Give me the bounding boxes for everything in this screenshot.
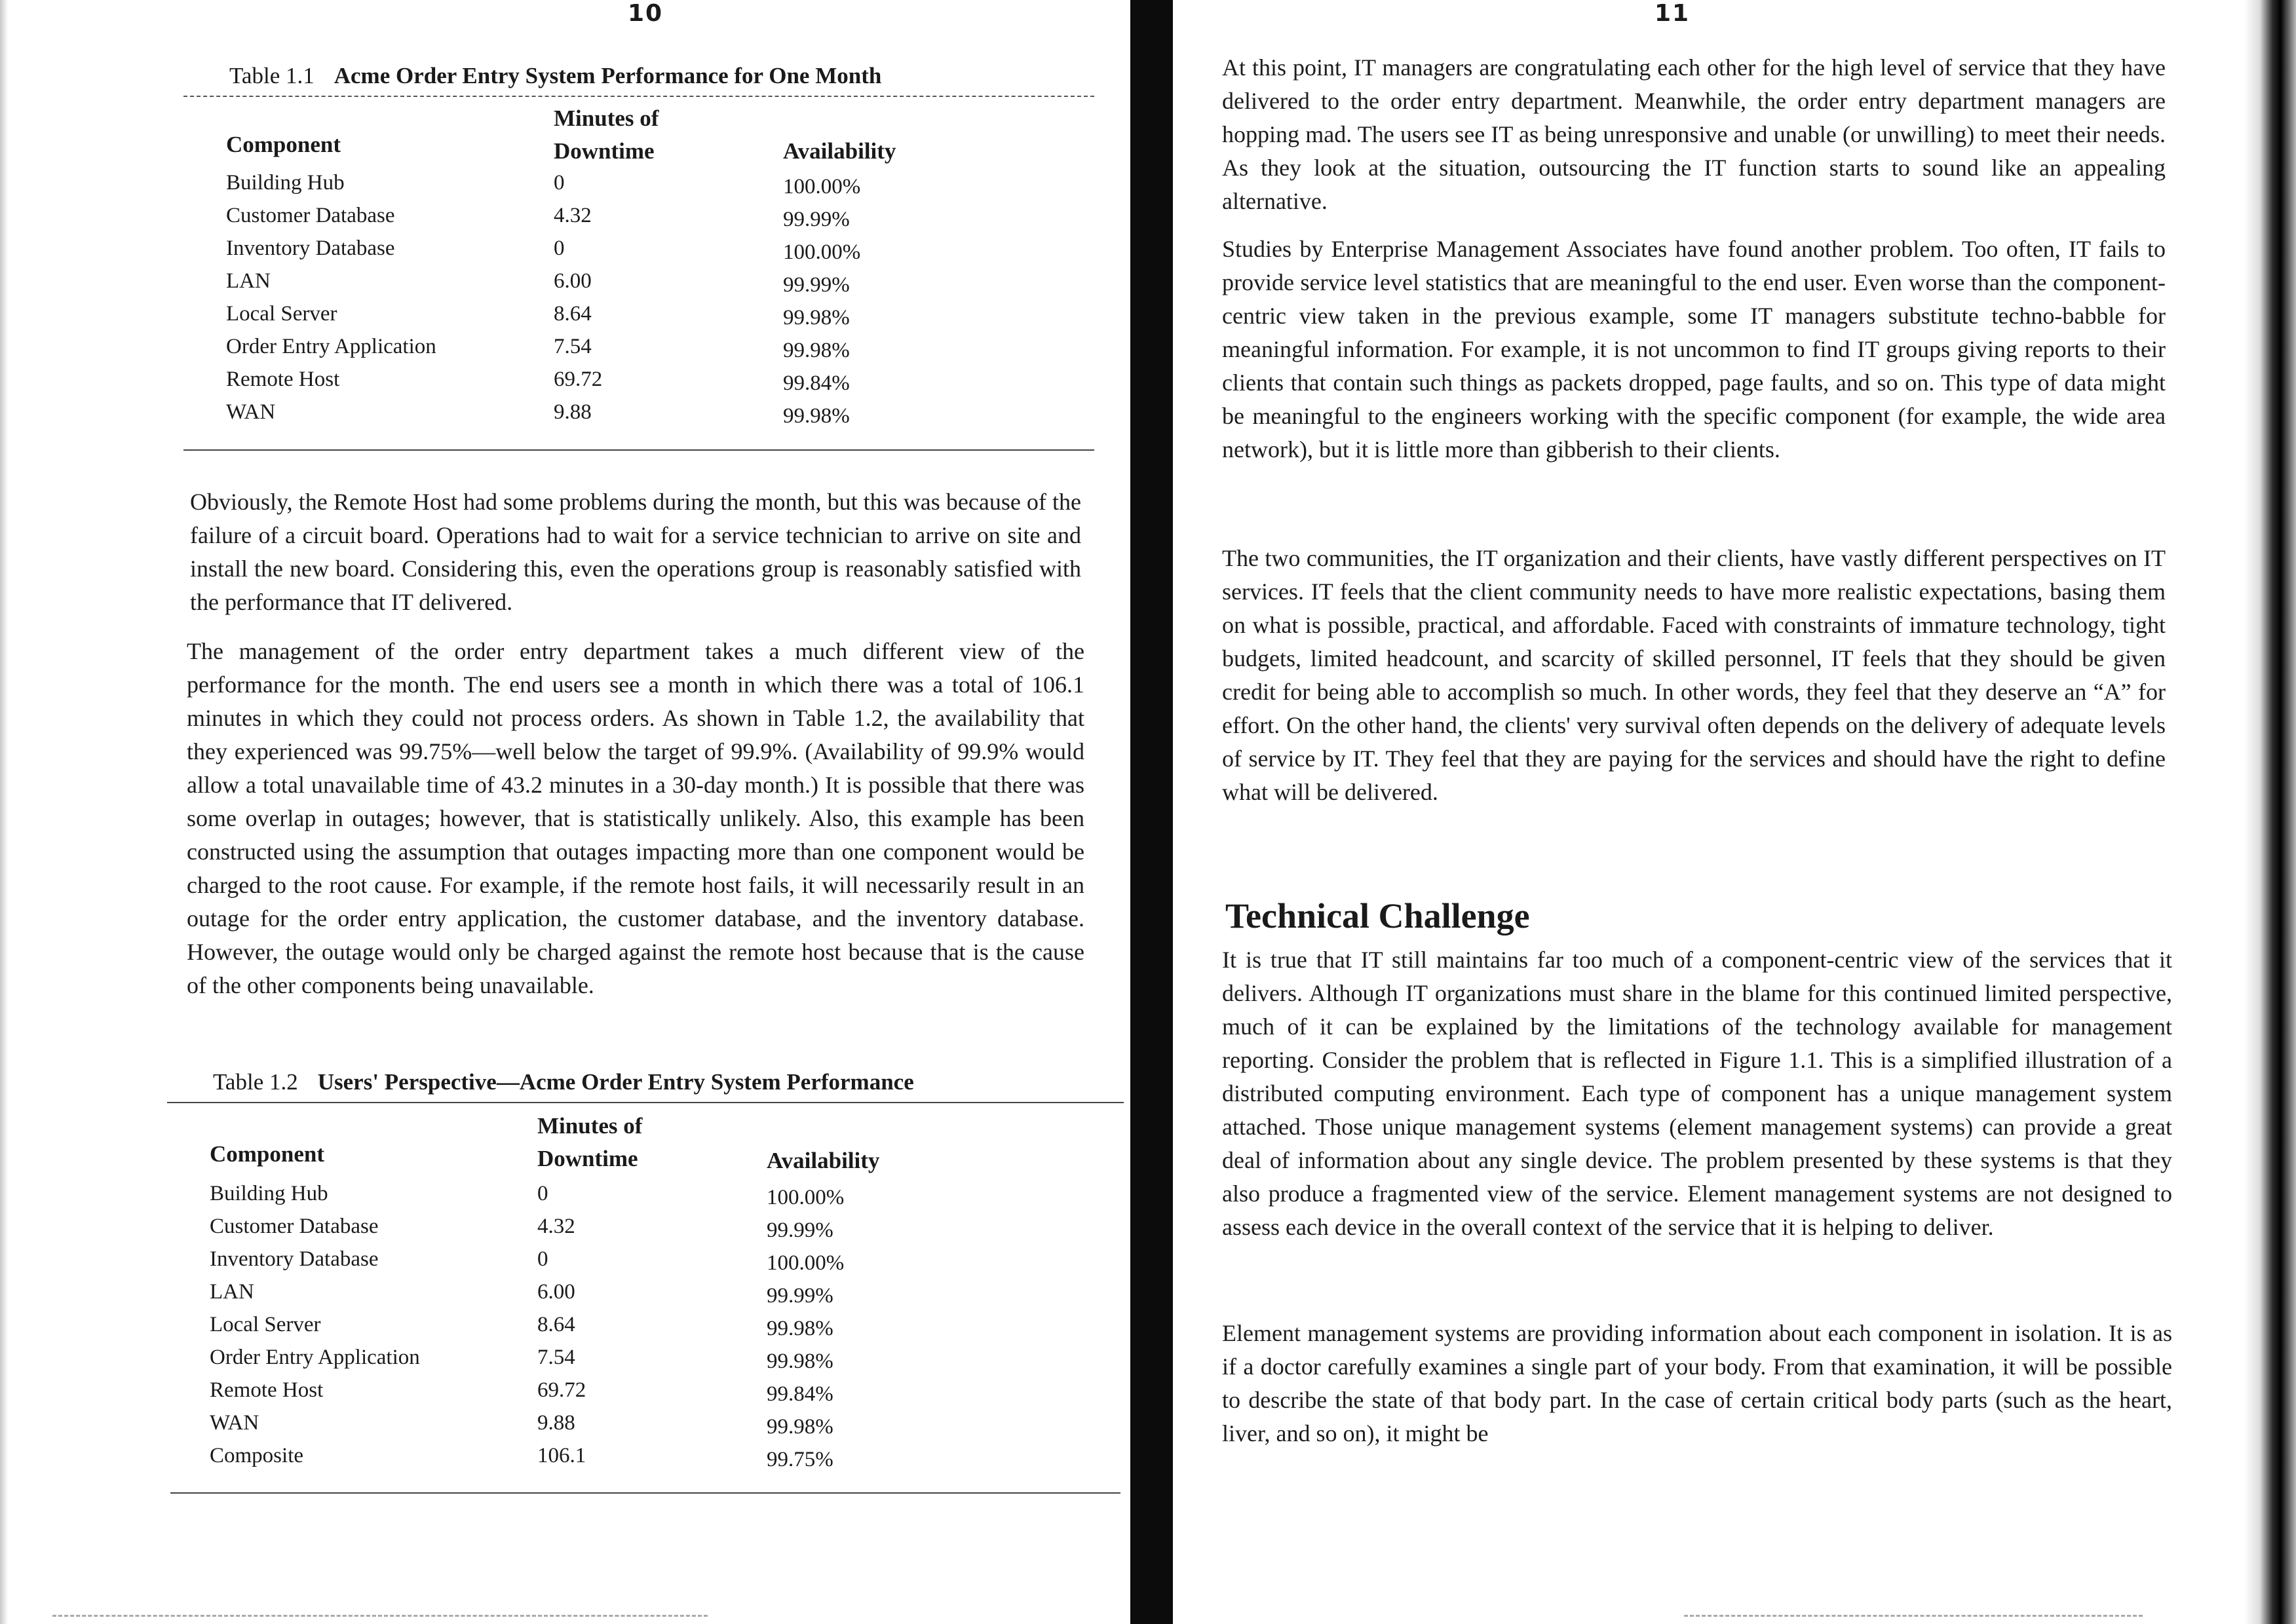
table-row — [226, 236, 1078, 269]
column-header-minutes: Minutes of Downtime — [554, 105, 659, 164]
cell-minutes: 8.64 — [537, 1313, 575, 1336]
table-row — [210, 1247, 1094, 1280]
table-row — [226, 400, 1078, 433]
cell-minutes: 6.00 — [554, 269, 592, 293]
cell-availability: 100.00% — [783, 175, 861, 198]
table-bottom-rule — [183, 449, 1094, 451]
cell-availability: 100.00% — [783, 240, 861, 264]
cell-availability: 99.98% — [783, 306, 850, 330]
table-row — [226, 171, 1078, 204]
book-gutter — [1130, 0, 1173, 1624]
table-caption — [229, 63, 881, 89]
cell-minutes: 0 — [537, 1247, 548, 1271]
cell-availability: 99.99% — [783, 273, 850, 297]
cell-availability: 99.98% — [767, 1317, 833, 1340]
cell-availability: 100.00% — [767, 1186, 845, 1209]
paragraph: Element management systems are providing information about each component in isolation. It is as if a doctor carefully examines a single part of your body. From that examination, it will be possible to describe the state of that body part. In the case of certain critical body parts (such as the heart, liver, and so on), it might be — [1222, 1320, 2172, 1446]
cell-component: Inventory Database — [210, 1247, 379, 1271]
table-row — [210, 1444, 1094, 1477]
page-number: 10 — [628, 0, 664, 27]
cell-minutes: 8.64 — [554, 302, 592, 326]
cell-availability: 99.75% — [767, 1448, 833, 1471]
table-row — [210, 1215, 1094, 1247]
cell-component: Local Server — [210, 1313, 321, 1336]
table-1-2 — [167, 1069, 1124, 1501]
cell-minutes: 69.72 — [537, 1378, 586, 1402]
page-number: 11 — [1655, 0, 1691, 27]
cell-component: Customer Database — [210, 1215, 379, 1238]
table-caption — [213, 1069, 914, 1095]
table-row — [210, 1411, 1094, 1444]
cell-minutes: 106.1 — [537, 1444, 586, 1467]
table-row — [210, 1182, 1094, 1215]
cell-availability: 99.99% — [767, 1284, 833, 1308]
cell-minutes: 7.54 — [537, 1346, 575, 1369]
table-row — [210, 1280, 1094, 1313]
page-edge-marks — [1684, 1615, 2143, 1617]
cell-availability: 99.84% — [767, 1382, 833, 1406]
column-header-component: Component — [210, 1141, 325, 1167]
cell-availability: 99.84% — [783, 371, 850, 395]
paragraph: Obviously, the Remote Host had some problems during the month, but this was because of the failure of a circuit board. Operations had to wait for a service technician to arrive on site and install the new board. Considering this, even the operations group is reasonably satisfied with the performance that IT delivered. — [190, 489, 1081, 615]
cell-minutes: 4.32 — [537, 1215, 575, 1238]
table-row — [226, 269, 1078, 302]
cell-minutes: 9.88 — [554, 400, 592, 424]
cell-minutes: 0 — [554, 236, 565, 260]
cell-minutes: 69.72 — [554, 368, 603, 391]
cell-minutes: 4.32 — [554, 204, 592, 227]
page-edge-marks — [52, 1615, 708, 1617]
table-top-rule — [167, 1102, 1124, 1103]
table-row — [226, 368, 1078, 400]
cell-component: Local Server — [226, 302, 337, 326]
table-row — [210, 1313, 1094, 1346]
column-header-minutes: Minutes of Downtime — [537, 1113, 643, 1171]
cell-component: Building Hub — [210, 1182, 328, 1205]
table-title: Acme Order Entry System Performance for One Month — [334, 63, 882, 88]
table-1-1 — [170, 63, 1094, 456]
cell-component: WAN — [210, 1411, 259, 1435]
paragraph: The management of the order entry department takes a much different view of the performance for the month. The end users see a month in which there was a total of 106.1 minutes in which they could not process orders. As shown in Table 1.2, the availability that they experienced was 99.75%—well below the target of 99.9%. (Availability of 99.9% would allow a total unavailable time of 43.2 minutes in a 30-day month.) It is possible that there was some overlap in outages; however, that is statistically unlikely. Also, this example has been constructed using the assumption that outages impacting more than one component would be charged to the root cause. For example, if the remote host fails, it will necessarily result in an outage for the order entry application, the customer database, and the inventory database. However, the outage would only be charged against the remote host because that is the cause of the other components being unavailable. — [187, 638, 1084, 998]
cell-component: Composite — [210, 1444, 304, 1467]
cell-minutes: 0 — [537, 1182, 548, 1205]
table-label: Table 1.1 — [229, 63, 315, 88]
table-row — [226, 302, 1078, 335]
column-header-component: Component — [226, 132, 341, 157]
table-row — [210, 1346, 1094, 1378]
table-body — [226, 171, 1078, 453]
table-top-rule — [183, 96, 1094, 97]
paragraph: It is true that IT still maintains far too much of a component-centric view of the services that it delivers. Although IT organizations must share in the blame for this continued limited perspective, much of it can be explained by the limitations of the technology available for management reporting. Consider the problem that is reflected in Figure 1.1. This is a simplified illustration of a distributed computing environment. Each type of component has a unique management system attached. Those unique management systems (element management systems) can provide a great deal of information about any single device. The problem presented by these systems is that they also produce a fragmented view of the service. Element management systems are not designed to assess each device in the overall context of the service that it is helping to deliver. — [1222, 947, 2172, 1240]
cell-component: Customer Database — [226, 204, 395, 227]
table-row — [226, 335, 1078, 368]
cell-minutes: 0 — [554, 171, 565, 195]
cell-component: Remote Host — [210, 1378, 324, 1402]
cell-component: Order Entry Application — [226, 335, 436, 358]
paragraph: At this point, IT managers are congratulating each other for the high level of service that they have delivered to the order entry department. Meanwhile, the order entry department managers are hopping mad. The users see IT as being unresponsive and unable (or unwilling) to meet their needs. As they look at the situation, outsourcing the IT function starts to sound like an appealing alternative. — [1222, 54, 2166, 214]
column-header-availability: Availability — [767, 1148, 880, 1173]
table-title: Users' Perspective—Acme Order Entry System Performance — [317, 1069, 914, 1095]
left-page — [0, 0, 1130, 1624]
cell-minutes: 7.54 — [554, 335, 592, 358]
cell-component: Remote Host — [226, 368, 340, 391]
cell-component: Building Hub — [226, 171, 345, 195]
right-page — [1173, 0, 2296, 1624]
cell-availability: 100.00% — [767, 1251, 845, 1275]
cell-availability: 99.98% — [767, 1350, 833, 1373]
paragraph: Studies by Enterprise Management Associates have found another problem. Too often, IT fails to provide service level statistics that are meaningful to the end user. Even worse than the component-centric view taken in the previous example, some IT managers substitute techno-babble for meaningful information. For example, it is not uncommon to find IT groups giving reports to their clients that contain such things as packets dropped, page faults, and so on. This type of data might be meaningful to the engineers working with the specific component (for example, the wide area network), but it is little more than gibberish to their clients. — [1222, 236, 2166, 463]
paragraph: The two communities, the IT organization and their clients, have vastly different perspectives on IT services. IT feels that the client community needs to have more realistic expectations, basing them on what is possible, practical, and affordable. Faced with constraints of immature technology, tight budgets, limited headcount, and scarcity of skilled personnel, IT feels that they should be given credit for being able to accomplish so much. In other words, they feel that they deserve an “A” for effort. On the other hand, the clients' very survival often depends on the delivery of adequate levels of service by IT. They feel that they are paying for the services and should have the right to define what will be delivered. — [1222, 545, 2166, 805]
table-row — [210, 1378, 1094, 1411]
table-label: Table 1.2 — [213, 1069, 298, 1095]
cell-availability: 99.99% — [767, 1218, 833, 1242]
cell-component: LAN — [226, 269, 271, 293]
cell-availability: 99.98% — [767, 1415, 833, 1439]
cell-component: LAN — [210, 1280, 254, 1304]
cell-availability: 99.99% — [783, 208, 850, 231]
cell-availability: 99.98% — [783, 339, 850, 362]
cell-availability: 99.98% — [783, 404, 850, 428]
table-body — [210, 1182, 1094, 1496]
cell-component: WAN — [226, 400, 276, 424]
column-header-availability: Availability — [783, 138, 896, 164]
cell-component: Order Entry Application — [210, 1346, 420, 1369]
table-bottom-rule — [170, 1492, 1120, 1494]
table-row — [226, 204, 1078, 236]
cell-component: Inventory Database — [226, 236, 395, 260]
cell-minutes: 6.00 — [537, 1280, 575, 1304]
cell-minutes: 9.88 — [537, 1411, 575, 1435]
section-heading: Technical Challenge — [1225, 896, 1530, 935]
